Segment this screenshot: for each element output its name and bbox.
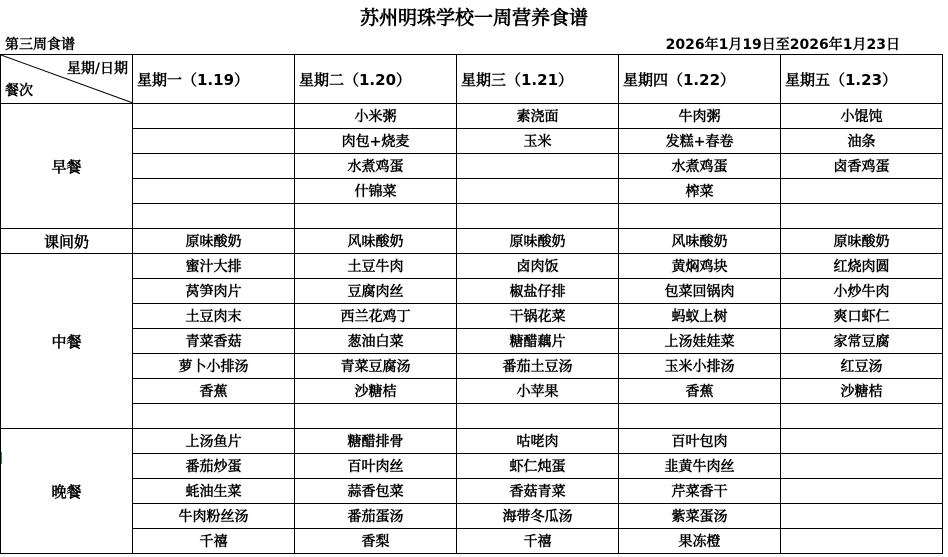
dish-cell: 水煮鸡蛋 bbox=[295, 154, 457, 179]
dish-cell: 玉米 bbox=[457, 129, 619, 154]
dish-cell: 土豆肉末 bbox=[133, 304, 295, 329]
dish-cell bbox=[133, 104, 295, 129]
table-row bbox=[1, 254, 943, 279]
table-row bbox=[1, 179, 943, 204]
corner-day-label: 星期/日期 bbox=[66, 61, 128, 77]
dish-cell: 青菜豆腐汤 bbox=[295, 354, 457, 379]
dish-cell: 千禧 bbox=[457, 529, 619, 554]
dish-cell: 肉包+烧麦 bbox=[295, 129, 457, 154]
dish-cell: 牛肉粥 bbox=[619, 104, 781, 129]
day-header-fri: 星期五（1.23） bbox=[781, 55, 943, 104]
meal-label: 晚餐 bbox=[1, 429, 133, 554]
table-row bbox=[1, 504, 943, 529]
table-row bbox=[1, 479, 943, 504]
menu-table bbox=[0, 54, 943, 554]
dish-cell: 蜜汁大排 bbox=[133, 254, 295, 279]
dish-cell: 爽口虾仁 bbox=[781, 304, 943, 329]
page-title: 苏州明珠学校一周营养食谱 bbox=[359, 7, 588, 29]
dish-cell: 糖醋藕片 bbox=[457, 329, 619, 354]
table-row bbox=[1, 379, 943, 404]
dish-cell: 沙糖桔 bbox=[781, 379, 943, 404]
dish-cell bbox=[133, 154, 295, 179]
table-row bbox=[1, 354, 943, 379]
dish-cell: 小苹果 bbox=[457, 379, 619, 404]
dish-cell: 卤香鸡蛋 bbox=[781, 154, 943, 179]
dish-cell: 油条 bbox=[781, 129, 943, 154]
dish-cell: 韭黄牛肉丝 bbox=[619, 454, 781, 479]
dish-cell: 家常豆腐 bbox=[781, 329, 943, 354]
dish-cell: 风味酸奶 bbox=[619, 229, 781, 254]
dish-cell: 香蕉 bbox=[133, 379, 295, 404]
table-row bbox=[1, 454, 943, 479]
dish-cell bbox=[781, 179, 943, 204]
dish-cell: 素浇面 bbox=[457, 104, 619, 129]
dish-cell: 沙糖桔 bbox=[295, 379, 457, 404]
dish-cell: 水煮鸡蛋 bbox=[619, 154, 781, 179]
dish-cell bbox=[619, 204, 781, 229]
week-label: 第三周食谱 bbox=[5, 37, 75, 53]
dish-cell bbox=[781, 504, 943, 529]
dish-cell: 上汤娃娃菜 bbox=[619, 329, 781, 354]
dish-cell: 香蕉 bbox=[619, 379, 781, 404]
dish-cell: 小米粥 bbox=[295, 104, 457, 129]
table-row bbox=[1, 304, 943, 329]
dish-cell: 西兰花鸡丁 bbox=[295, 304, 457, 329]
dish-cell bbox=[781, 479, 943, 504]
dish-cell bbox=[781, 529, 943, 554]
dish-cell: 红豆汤 bbox=[781, 354, 943, 379]
dish-cell: 青菜香菇 bbox=[133, 329, 295, 354]
dish-cell: 香梨 bbox=[295, 529, 457, 554]
meal-label: 早餐 bbox=[1, 104, 133, 229]
dish-cell: 虾仁炖蛋 bbox=[457, 454, 619, 479]
dish-cell: 蚝油生菜 bbox=[133, 479, 295, 504]
dish-cell: 番茄蛋汤 bbox=[295, 504, 457, 529]
dish-cell: 百叶包肉 bbox=[619, 429, 781, 454]
day-header-wed: 星期三（1.21） bbox=[457, 55, 619, 104]
dish-cell bbox=[295, 204, 457, 229]
table-row bbox=[1, 204, 943, 229]
dish-cell: 原味酸奶 bbox=[457, 229, 619, 254]
dish-cell: 糖醋排骨 bbox=[295, 429, 457, 454]
dish-cell: 原味酸奶 bbox=[781, 229, 943, 254]
table-row bbox=[1, 329, 943, 354]
dish-cell: 黄焖鸡块 bbox=[619, 254, 781, 279]
dish-cell: 百叶肉丝 bbox=[295, 454, 457, 479]
table-row bbox=[1, 154, 943, 179]
dish-cell: 咕咾肉 bbox=[457, 429, 619, 454]
dish-cell: 玉米小排汤 bbox=[619, 354, 781, 379]
day-header-thu: 星期四（1.22） bbox=[619, 55, 781, 104]
dish-cell: 原味酸奶 bbox=[133, 229, 295, 254]
day-header-tue: 星期二（1.20） bbox=[295, 55, 457, 104]
dish-cell bbox=[781, 429, 943, 454]
table-row bbox=[1, 529, 943, 554]
dish-cell: 葱油白菜 bbox=[295, 329, 457, 354]
dish-cell bbox=[457, 154, 619, 179]
dish-cell: 番茄炒蛋 bbox=[133, 454, 295, 479]
dish-cell: 卤肉饭 bbox=[457, 254, 619, 279]
dish-cell: 发糕+春卷 bbox=[619, 129, 781, 154]
table-row bbox=[1, 104, 943, 129]
header-row bbox=[1, 55, 943, 104]
dish-cell: 红烧肉圆 bbox=[781, 254, 943, 279]
dish-cell: 椒盐仔排 bbox=[457, 279, 619, 304]
dish-cell: 萝卜小排汤 bbox=[133, 354, 295, 379]
dish-cell: 千禧 bbox=[133, 529, 295, 554]
dish-cell: 香菇青菜 bbox=[457, 479, 619, 504]
dish-cell: 豆腐肉丝 bbox=[295, 279, 457, 304]
dish-cell: 芹菜香干 bbox=[619, 479, 781, 504]
dish-cell: 紫菜蛋汤 bbox=[619, 504, 781, 529]
dish-cell: 土豆牛肉 bbox=[295, 254, 457, 279]
table-row bbox=[1, 404, 943, 429]
dish-cell bbox=[133, 129, 295, 154]
dish-cell: 小馄饨 bbox=[781, 104, 943, 129]
dish-cell bbox=[619, 404, 781, 429]
dish-cell: 海带冬瓜汤 bbox=[457, 504, 619, 529]
dish-cell bbox=[457, 179, 619, 204]
dish-cell: 干锅花菜 bbox=[457, 304, 619, 329]
dish-cell bbox=[781, 204, 943, 229]
dish-cell: 蒜香包菜 bbox=[295, 479, 457, 504]
table-row bbox=[1, 129, 943, 154]
dish-cell: 风味酸奶 bbox=[295, 229, 457, 254]
dish-cell: 牛肉粉丝汤 bbox=[133, 504, 295, 529]
dish-cell bbox=[133, 204, 295, 229]
table-row bbox=[1, 229, 943, 254]
dish-cell bbox=[457, 204, 619, 229]
dish-cell bbox=[133, 404, 295, 429]
corner-meal-label: 餐次 bbox=[5, 83, 33, 99]
dish-cell: 上汤鱼片 bbox=[133, 429, 295, 454]
dish-cell bbox=[781, 404, 943, 429]
dish-cell bbox=[133, 179, 295, 204]
table-row bbox=[1, 279, 943, 304]
dish-cell bbox=[295, 404, 457, 429]
dish-cell: 番茄土豆汤 bbox=[457, 354, 619, 379]
dish-cell: 榨菜 bbox=[619, 179, 781, 204]
dish-cell: 包菜回锅肉 bbox=[619, 279, 781, 304]
meal-label: 中餐 bbox=[1, 254, 133, 429]
table-row bbox=[1, 429, 943, 454]
day-header-mon: 星期一（1.19） bbox=[133, 55, 295, 104]
dish-cell bbox=[457, 404, 619, 429]
dish-cell: 蚂蚁上树 bbox=[619, 304, 781, 329]
dish-cell: 什锦菜 bbox=[295, 179, 457, 204]
date-range: 2026年1月19日至2026年1月23日 bbox=[665, 37, 900, 53]
corner-cell bbox=[1, 55, 133, 104]
dish-cell bbox=[781, 454, 943, 479]
meal-label: 课间奶 bbox=[1, 229, 133, 254]
dish-cell: 莴笋肉片 bbox=[133, 279, 295, 304]
dish-cell: 小炒牛肉 bbox=[781, 279, 943, 304]
dish-cell: 果冻橙 bbox=[619, 529, 781, 554]
